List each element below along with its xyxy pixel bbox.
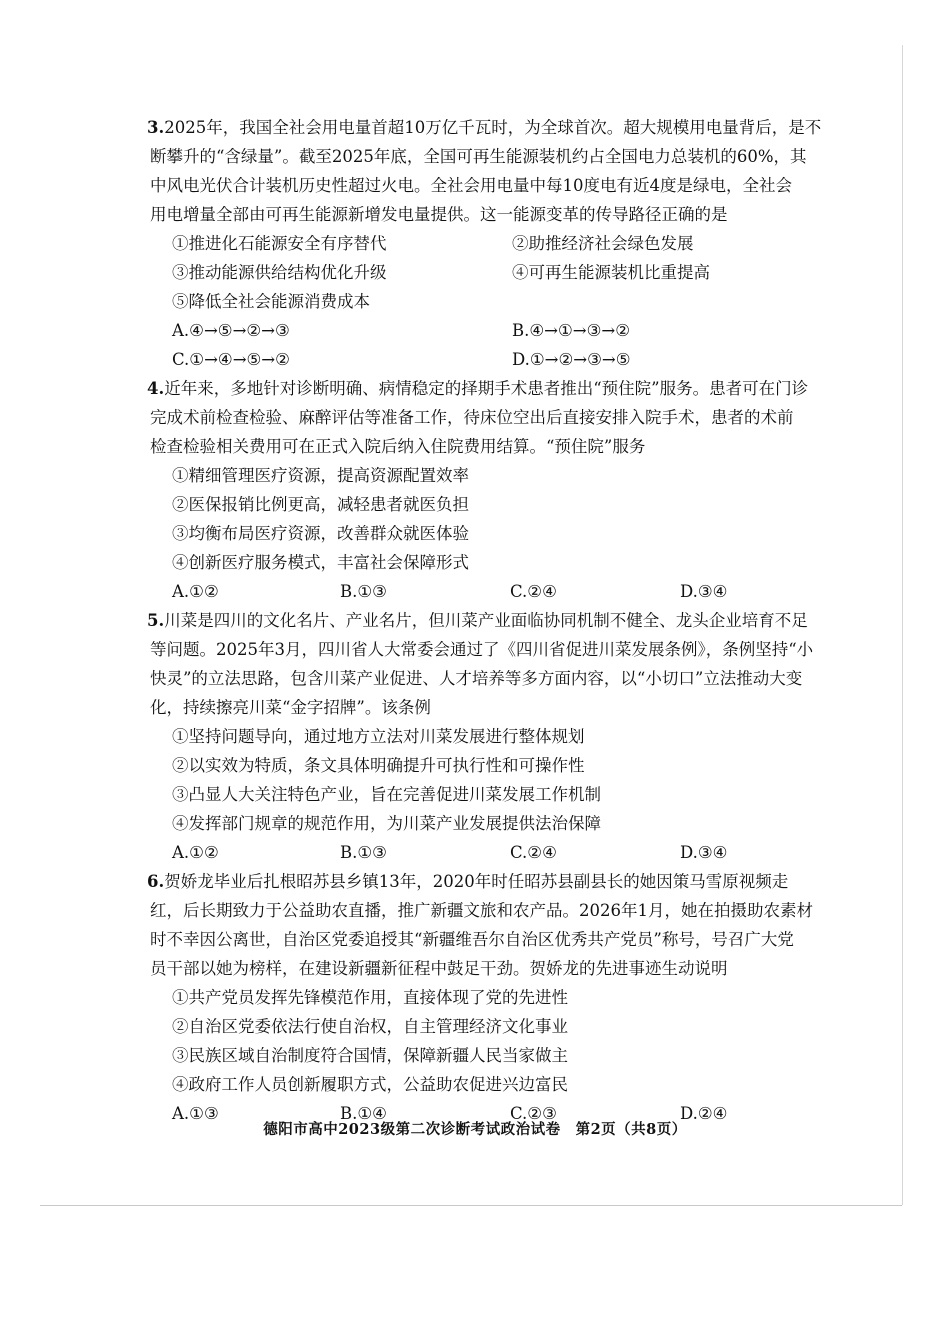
page-edge-right [902, 45, 903, 1205]
statement: ④可再生能源装机比重提高 [512, 263, 710, 282]
statement: ③凸显人大关注特色产业，旨在完善促进川菜发展工作机制 [172, 785, 601, 804]
statement: ②以实效为特质，条文具体明确提升可执行性和可操作性 [172, 756, 585, 775]
statement: ④发挥部门规章的规范作用，为川菜产业发展提供法治保障 [172, 814, 601, 833]
statement-row [150, 229, 800, 258]
statement-row [150, 258, 800, 287]
choice-row [150, 577, 800, 606]
statement: ①共产党员发挥先锋模范作用，直接体现了党的先进性 [172, 988, 568, 1007]
questions-area [147, 113, 822, 1128]
choice-a[interactable]: A.①② [172, 582, 219, 601]
question-stem: 4.近年来，多地针对诊断明确、病情稳定的择期手术患者推出“预住院”服务。患者可在门诊 完成术前检查检验、麻醉评估等准备工作，待床位空出后直接安排入院手术，患者的术前 检查检验相关费用可在正式入院后纳入住院费用结算。“预住院”服务 [147, 379, 809, 456]
statement: ⑤降低全社会能源消费成本 [172, 292, 370, 311]
statement: ①推进化石能源安全有序替代 [172, 234, 387, 253]
choice-a[interactable]: A.①② [172, 843, 219, 862]
statement: ②医保报销比例更高，减轻患者就医负担 [172, 495, 469, 514]
question-6 [147, 867, 813, 1128]
choice-b[interactable]: B.①③ [340, 582, 387, 601]
choice-a[interactable]: A.①③ [172, 1104, 219, 1123]
statement: ④政府工作人员创新履职方式，公益助农促进兴边富民 [172, 1075, 568, 1094]
choice-b[interactable]: B.④→①→③→② [512, 321, 631, 340]
choice-c[interactable]: C.②④ [510, 582, 557, 601]
question-5 [147, 606, 814, 867]
question-number: 5. [147, 611, 165, 630]
choice-d[interactable]: D.②④ [680, 1104, 728, 1123]
page-edge-bottom [40, 1205, 902, 1206]
choice-row [150, 345, 800, 374]
choice-d[interactable]: D.①→②→③→⑤ [512, 350, 631, 369]
choice-row [150, 838, 800, 867]
choice-d[interactable]: D.③④ [680, 843, 728, 862]
page-footer: 德阳市高中2023级第二次诊断考试政治试卷 第2页（共8页） [263, 1121, 687, 1138]
choice-c[interactable]: C.①→④→⑤→② [172, 350, 290, 369]
choice-c[interactable]: C.②④ [510, 843, 557, 862]
question-stem: 6.贺娇龙毕业后扎根昭苏县乡镇13年，2020年时任昭苏县副县长的她因策马雪原视频走 红，后长期致力于公益助农直播，推广新疆文旅和农产品。2026年1月，她在拍摄助农素材 时不幸因公离世，自治区党委追授其“新疆维吾尔自治区优秀共产党员”称号，号召广大党 员干部以她为榜样，在建设新疆新征程中鼓足干劲。贺娇龙的先进事迹生动说明 [147, 872, 813, 978]
statement: ①精细管理医疗资源，提高资源配置效率 [172, 466, 469, 485]
choice-b[interactable]: B.①④ [340, 1104, 387, 1123]
statement: ④创新医疗服务模式，丰富社会保障形式 [172, 553, 469, 572]
question-number: 6. [147, 872, 165, 891]
statement: ②助推经济社会绿色发展 [512, 234, 694, 253]
statement: ①坚持问题导向，通过地方立法对川菜发展进行整体规划 [172, 727, 585, 746]
question-4 [147, 374, 809, 606]
choice-a[interactable]: A.④→⑤→②→③ [172, 321, 290, 340]
choice-d[interactable]: D.③④ [680, 582, 728, 601]
choice-row [150, 316, 800, 345]
statement: ③均衡布局医疗资源，改善群众就医体验 [172, 524, 469, 543]
question-3 [147, 113, 822, 374]
choice-c[interactable]: C.②③ [510, 1104, 557, 1123]
statement: ③民族区域自治制度符合国情，保障新疆人民当家做主 [172, 1046, 568, 1065]
question-number: 4. [147, 379, 165, 398]
statement: ③推动能源供给结构优化升级 [172, 263, 387, 282]
question-stem: 5.川菜是四川的文化名片、产业名片，但川菜产业面临协同机制不健全、龙头企业培育不足 等问题。2025年3月，四川省人大常委会通过了《四川省促进川菜发展条例》，条例坚持“小 快灵”的立法思路，包含川菜产业促进、人才培养等多方面内容，以“小切口”立法推动大变 化，持续擦亮川菜“金字招牌”。该条例 [147, 611, 814, 717]
statement: ②自治区党委依法行使自治权，自主管理经济文化事业 [172, 1017, 568, 1036]
question-number: 3. [147, 118, 165, 137]
choice-b[interactable]: B.①③ [340, 843, 387, 862]
question-stem: 3.2025年，我国全社会用电量首超10万亿千瓦时，为全球首次。超大规模用电量背后，是不 断攀升的“含绿量”。截至2025年底，全国可再生能源装机约占全国电力总装机的60%，其 中风电光伏合计装机历史性超过火电。全社会用电量中每10度电有近4度是绿电，全社会 用电增量全部由可再生能源新增发电量提供。这一能源变革的传导路径正确的是 [147, 118, 822, 224]
